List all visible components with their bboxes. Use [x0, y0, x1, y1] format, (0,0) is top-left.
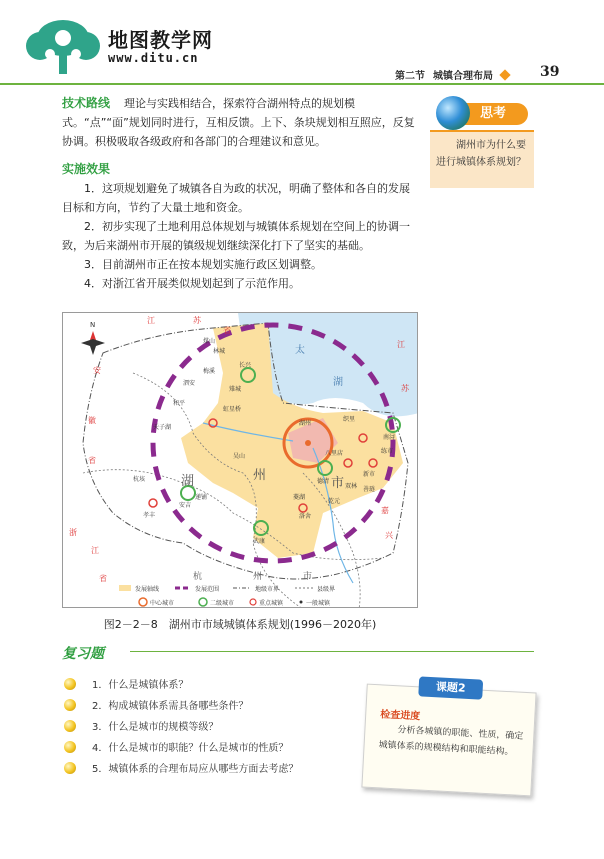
- lesson-card-text: 分析各城镇的职能、性质，确定城镇体系的规模结构和职能结构。: [378, 725, 524, 758]
- legend-dev-range: 发展范围: [195, 586, 220, 593]
- tech-route-heading: 技术路线: [62, 96, 111, 110]
- map-region-label: 徽: [88, 416, 96, 425]
- legend-dev-axis: 发展轴线: [135, 586, 160, 593]
- map-town-label: 长兴: [239, 362, 252, 369]
- map-region-label: 安: [93, 366, 101, 375]
- site-logo-url: www.ditu.cn: [108, 51, 199, 65]
- legend-city-boundary: 地级市界: [255, 586, 280, 593]
- map-town-label: 梅溪: [203, 368, 216, 375]
- tech-route-paragraph: [62, 94, 417, 151]
- map-region-label: 杭: [193, 572, 203, 582]
- map-town-label: 和平: [173, 400, 186, 407]
- map-town-label: 孝丰: [143, 512, 156, 519]
- review-question-text: 3．什么是城市的规模等级？: [92, 722, 219, 733]
- map-region-label: 兴: [385, 531, 393, 540]
- running-header: [395, 66, 509, 83]
- review-question-4: [64, 739, 288, 754]
- north-label: N: [90, 321, 96, 329]
- effect-item-1: 1．这项规划避免了城镇各自为政的状况，明确了整体和各自的发展目标和方向，节约了大量土地和资金。: [62, 182, 410, 214]
- map-town-label: 南浔: [383, 434, 396, 441]
- review-question-text: 2．构成城镇体系需具备哪些条件？: [92, 701, 249, 712]
- review-question-text: 1．什么是城镇体系？: [92, 680, 189, 691]
- map-town-label: 雉城: [229, 386, 242, 393]
- map-region-label: 江: [147, 316, 155, 325]
- map-region-label: 州: [253, 468, 267, 483]
- map-town-label: 泗安: [183, 380, 196, 387]
- map-region-label: 太: [295, 345, 305, 356]
- map-region-label: 市: [303, 572, 313, 582]
- map-region-label: 江: [91, 546, 99, 555]
- map-town-label: 善琏: [363, 486, 376, 493]
- huzhou-town-system-map: [62, 312, 418, 608]
- lesson-card-body: [361, 684, 536, 797]
- think-question: 湖州市为什么要进行城镇体系规划？: [430, 130, 534, 188]
- map-town-label: 八里店: [325, 450, 344, 457]
- review-heading: 复习题: [62, 646, 104, 662]
- map-town-label: 煤山: [203, 338, 216, 345]
- effect-item-4: 4．对浙江省开展类似规划起到了示范作用。: [84, 277, 300, 290]
- map-town-label: 湖州: [299, 420, 312, 427]
- review-question-1: [64, 676, 188, 691]
- map-region-label: 州: [253, 572, 263, 582]
- map-town-label: 织里: [343, 416, 356, 423]
- lesson-card-heading: 检查进度: [379, 709, 421, 723]
- figure-caption: 图2－2－8 湖州市市域城镇体系规划(1996－2020年): [103, 618, 377, 631]
- map-town-label: 菱湖: [293, 494, 306, 501]
- think-tag: 思考: [462, 103, 528, 125]
- site-logo-title: 地图教学网: [108, 28, 213, 52]
- map-region-label: 湖: [333, 377, 343, 388]
- map-town-label: 林城: [213, 348, 226, 355]
- legend-county-boundary: 县级界: [317, 586, 336, 593]
- bullet-icon: [64, 678, 76, 690]
- legend-center-city: 中心城市: [150, 600, 175, 607]
- review-question-text: 5．城镇体系的合理布局应从哪些方面去考虑？: [92, 764, 299, 775]
- effect-item-3: 3．目前湖州市正在按本规划实施行政区划调整。: [84, 258, 322, 271]
- lesson-card-tab: 课题2: [418, 676, 483, 699]
- map-town-label: 天子湖: [153, 424, 172, 431]
- review-question-5: [64, 760, 298, 775]
- bullet-icon: [64, 762, 76, 774]
- review-question-3: [64, 718, 218, 733]
- map-region-label: 浙: [69, 528, 77, 537]
- map-region-label: 省: [223, 326, 231, 335]
- map-town-label: 乾元: [328, 498, 341, 505]
- map-town-label: 递铺: [195, 494, 208, 501]
- map-region-label: 市: [331, 476, 345, 491]
- lesson-card: [361, 680, 536, 797]
- bullet-icon: [64, 720, 76, 732]
- map-region-label: 湖: [181, 474, 195, 489]
- map-svg: [63, 313, 418, 608]
- map-region-label: 嘉: [381, 506, 389, 515]
- map-region-label: 苏: [401, 384, 409, 393]
- map-region-label: 苏: [193, 316, 201, 325]
- effects-heading: 实施效果: [62, 162, 111, 176]
- map-town-label: 吴山: [233, 453, 246, 460]
- diamond-icon: [499, 69, 510, 80]
- site-logo-tree-icon: [22, 18, 104, 76]
- effects-section: [62, 160, 417, 293]
- map-town-label: 虹星桥: [223, 406, 242, 413]
- review-divider: [130, 651, 534, 652]
- legend-second-city: 二级城市: [210, 600, 235, 607]
- map-town-label: 武康: [253, 538, 266, 545]
- bullet-icon: [64, 741, 76, 753]
- map-region-label: 省: [88, 456, 96, 465]
- bullet-icon: [64, 699, 76, 711]
- map-town-label: 新市: [363, 471, 376, 478]
- tech-route-text: 理论与实践相结合，探索符合湖州特点的规划模式。“点”“面”规划同时进行，互相反馈。上下、条块规划相互照应，反复协调。积极吸取各级政府和各部门的合理建议和意见。: [62, 97, 415, 148]
- map-town-label: 德清: [317, 478, 330, 485]
- map-town-label: 安吉: [179, 502, 192, 509]
- center-city-dot: [305, 440, 311, 446]
- section-title: 城镇合理布局: [433, 71, 493, 82]
- map-town-label: 双林: [345, 483, 358, 490]
- page-number: 39: [540, 64, 560, 80]
- review-question-2: [64, 697, 248, 712]
- effect-item-2: 2．初步实现了土地利用总体规划与城镇体系规划在空间上的协调一致，为后来湖州市开展的镇级规划继续深化打下了坚实的基础。: [62, 220, 410, 252]
- map-town-label: 洛舍: [299, 513, 312, 520]
- review-question-text: 4．什么是城市的职能？什么是城市的性质？: [92, 743, 289, 754]
- legend-general-town: 一般城镇: [306, 600, 331, 607]
- globe-icon: [436, 96, 470, 130]
- header-divider: [0, 83, 604, 85]
- section-label: 第二节: [395, 71, 425, 82]
- map-town-label: 练市: [381, 448, 394, 455]
- map-region-label: 江: [397, 340, 405, 349]
- legend-key-town: 重点城镇: [259, 600, 284, 607]
- map-region-label: 省: [99, 574, 107, 583]
- map-town-label: 杭垓: [133, 476, 146, 483]
